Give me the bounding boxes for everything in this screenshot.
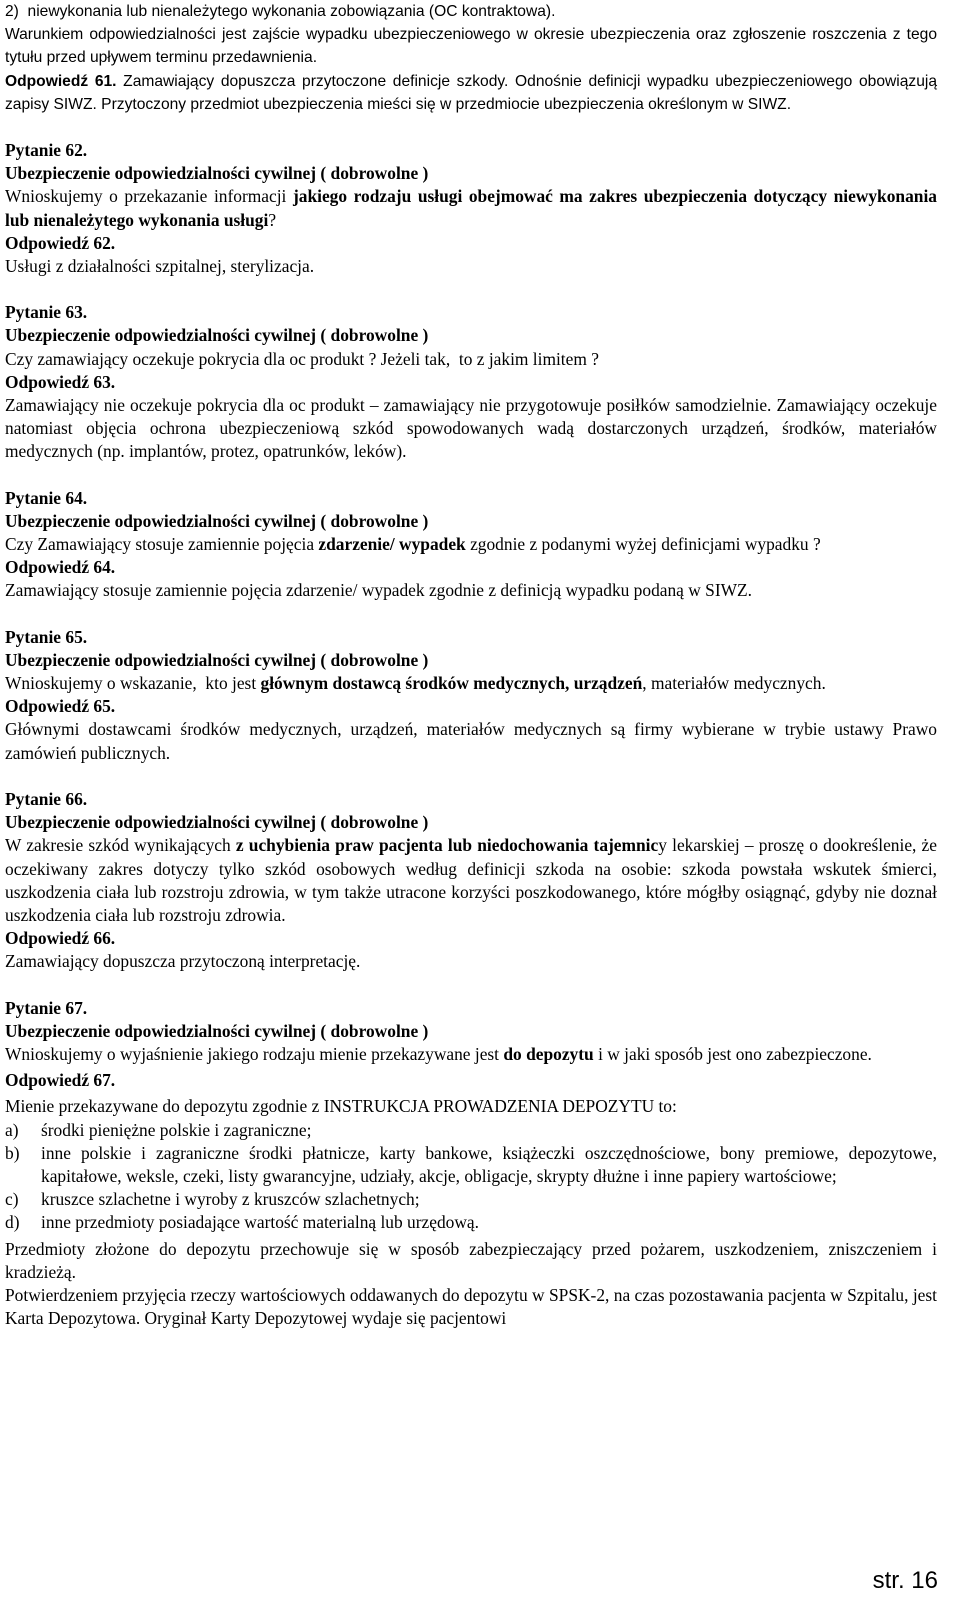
question-62-text-pre: Wnioskujemy o przekazanie informacji xyxy=(5,186,293,207)
answer-67-intro: Mienie przekazywane do depozytu zgodnie z INSTRUKCJA PROWADZENIA DEPOZYTU to: xyxy=(5,1096,677,1117)
list-item-text: środki pieniężne polskie i zagraniczne; xyxy=(41,1119,312,1140)
question-65-text-post: , materiałów medycznych. xyxy=(642,673,826,694)
question-64-subject: Ubezpieczenie odpowiedzialności cywilnej ( dobrowolne ) xyxy=(5,510,429,531)
list-item-text: inne polskie i zagraniczne środki płatnicze, karty bankowe, książeczki oszczędnościowe, bony premiowe, depozytowe, kapitałowe, weksle, czeki, listy gwarancyjne, udziały, akcje, obligacje, skrypty dłużne i inne papiery wartościowe; xyxy=(41,1142,937,1186)
answer-66-text: Zamawiający dopuszcza przytoczoną interpretację. xyxy=(5,951,361,972)
answer-67-paragraph-1: Przedmioty złożone do depozytu przechowuje się w sposób zabezpieczający przed pożarem, uszkodzeniem, zniszczeniem i kradzieżą. xyxy=(5,1238,937,1282)
question-62-text-bold: jakiego rodzaju usługi obejmować ma zakres ubezpieczenia dotyczący niewykonania lub nienależytego wykonania usługi xyxy=(5,186,937,230)
answer-65-text: Głównymi dostawcami środków medycznych, urządzeń, materiałów medycznych są firmy wybierane w trybie ustawy Prawo zamówień publicznych. xyxy=(5,719,937,763)
question-67-text-bold: do depozytu xyxy=(503,1043,594,1064)
question-62-title: Pytanie 62. xyxy=(5,140,88,161)
answer-61 xyxy=(5,70,937,116)
answer-61-text: Zamawiający dopuszcza przytoczone definicje szkody. Odnośnie definicji wypadku ubezpieczeniowego obowiązują zapisy SIWZ. Przytoczony przedmiot ubezpieczenia mieści się w przedmiocie ubezpieczenia określonym w SIWZ. xyxy=(5,72,938,113)
question-67-text-pre: Wnioskujemy o wyjaśnienie jakiego rodzaju mienie przekazywane jest xyxy=(5,1043,504,1064)
question-62-subject: Ubezpieczenie odpowiedzialności cywilnej ( dobrowolne ) xyxy=(5,163,429,184)
question-63-subject: Ubezpieczenie odpowiedzialności cywilnej ( dobrowolne ) xyxy=(5,325,429,346)
answer-65-label: Odpowiedź 65. xyxy=(5,696,116,717)
question-62-text xyxy=(5,185,937,231)
question-65-text-pre: Wnioskujemy o wskazanie, kto jest xyxy=(5,673,261,694)
page-number: str. 16 xyxy=(872,1567,938,1594)
question-66-text-pre: W zakresie szkód wynikających xyxy=(5,835,236,856)
question-66-title: Pytanie 66. xyxy=(5,788,88,809)
list-item-marker: b) xyxy=(5,1142,20,1163)
qa-section xyxy=(5,116,937,1330)
list-item xyxy=(5,1142,937,1188)
intro-paragraph: Warunkiem odpowiedzialności jest zajście wypadku ubezpieczeniowego w okresie ubezpieczenia oraz zgłoszenie roszczenia z tego tytułu przed upływem terminu przedawnienia. xyxy=(5,26,937,67)
answer-64-text: Zamawiający stosuje zamiennie pojęcia zdarzenie/ wypadek zgodnie z definicją wypadku podaną w SIWZ. xyxy=(5,580,753,601)
list-item-marker: d) xyxy=(5,1212,20,1233)
answer-67-label: Odpowiedź 67. xyxy=(5,1070,116,1091)
list-item xyxy=(5,1188,937,1211)
list-item-marker: c) xyxy=(5,1189,19,1210)
question-64-title: Pytanie 64. xyxy=(5,487,88,508)
question-63-text: Czy zamawiający oczekuje pokrycia dla oc produkt ? Jeżeli tak, to z jakim limitem ? xyxy=(5,348,599,369)
question-64-text-pre: Czy Zamawiający stosuje zamiennie pojęcia xyxy=(5,534,319,555)
question-66-subject: Ubezpieczenie odpowiedzialności cywilnej ( dobrowolne ) xyxy=(5,812,429,833)
answer-63-text: Zamawiający nie oczekuje pokrycia dla oc produkt – zamawiający nie przygotowuje posiłków samodzielnie. Zamawiający oczekuje natomiast objęcia ochrona ubezpieczeniową szkód spowodowanych wadą dostarczonych urządzeń, środków, materiałów medycznych (np. implantów, protez, opatrunków, leków). xyxy=(5,395,937,462)
intro-list-item: 2) niewykonania lub nienależytego wykonania zobowiązania (OC kontraktowa). xyxy=(5,3,556,20)
list-item-text: kruszce szlachetne i wyroby z kruszców szlachetnych; xyxy=(41,1189,420,1210)
question-65-text xyxy=(5,672,937,695)
list-item xyxy=(5,1211,937,1234)
answer-62-text: Usługi z działalności szpitalnej, sterylizacja. xyxy=(5,256,315,277)
answer-64-label: Odpowiedź 64. xyxy=(5,557,116,578)
question-66-text-post: y lekarskiej – proszę o dookreślenie, że oczekiwany zakres dotyczy tylko szkód osobowych według definicji szkoda na osobie: szkoda powstała wskutek śmierci, uszkodzenia ciała lub rozstroju zdrowia, w tym także utracone korzyści poszkodowanego, które mógłby osiągnąć, gdyby nie doznał uszkodzenia ciała lub rozstroju zdrowia. xyxy=(5,835,937,925)
question-67-title: Pytanie 67. xyxy=(5,997,88,1018)
question-67-subject: Ubezpieczenie odpowiedzialności cywilnej ( dobrowolne ) xyxy=(5,1020,429,1041)
question-67-text-post: i w jaki sposób jest ono zabezpieczone. xyxy=(593,1043,872,1064)
answer-67-paragraph-2: Potwierdzeniem przyjęcia rzeczy wartościowych oddawanych do depozytu w SPSK-2, na czas pozostawania pacjenta w Szpitalu, jest Karta Depozytowa. Oryginał Karty Depozytowej wydaje się pacjentowi xyxy=(5,1284,937,1329)
question-63-title: Pytanie 63. xyxy=(5,302,88,323)
question-65-subject: Ubezpieczenie odpowiedzialności cywilnej ( dobrowolne ) xyxy=(5,649,429,670)
answer-61-label: Odpowiedź 61. xyxy=(5,72,117,90)
document-page xyxy=(5,0,937,1330)
question-62-text-post: ? xyxy=(268,209,277,230)
question-64-text-bold: zdarzenie/ wypadek xyxy=(318,534,466,555)
intro-section xyxy=(5,0,937,116)
deposit-items-list xyxy=(5,1119,937,1235)
list-item-text: inne przedmioty posiadające wartość materialną lub urzędową. xyxy=(41,1212,479,1233)
question-67-text xyxy=(5,1043,937,1066)
list-item-marker: a) xyxy=(5,1119,19,1140)
question-65-title: Pytanie 65. xyxy=(5,626,88,647)
question-65-text-bold: głównym dostawcą środków medycznych, urządzeń xyxy=(260,673,643,694)
list-item xyxy=(5,1119,937,1142)
answer-62-label: Odpowiedź 62. xyxy=(5,232,116,253)
question-64-text-post: zgodnie z podanymi wyżej definicjami wypadku ? xyxy=(465,534,821,555)
question-66-text xyxy=(5,834,937,927)
question-66-text-bold: z uchybienia praw pacjenta lub niedochowania tajemnic xyxy=(235,835,659,856)
answer-66-label: Odpowiedź 66. xyxy=(5,928,116,949)
answer-63-label: Odpowiedź 63. xyxy=(5,371,116,392)
question-64-text xyxy=(5,533,937,556)
